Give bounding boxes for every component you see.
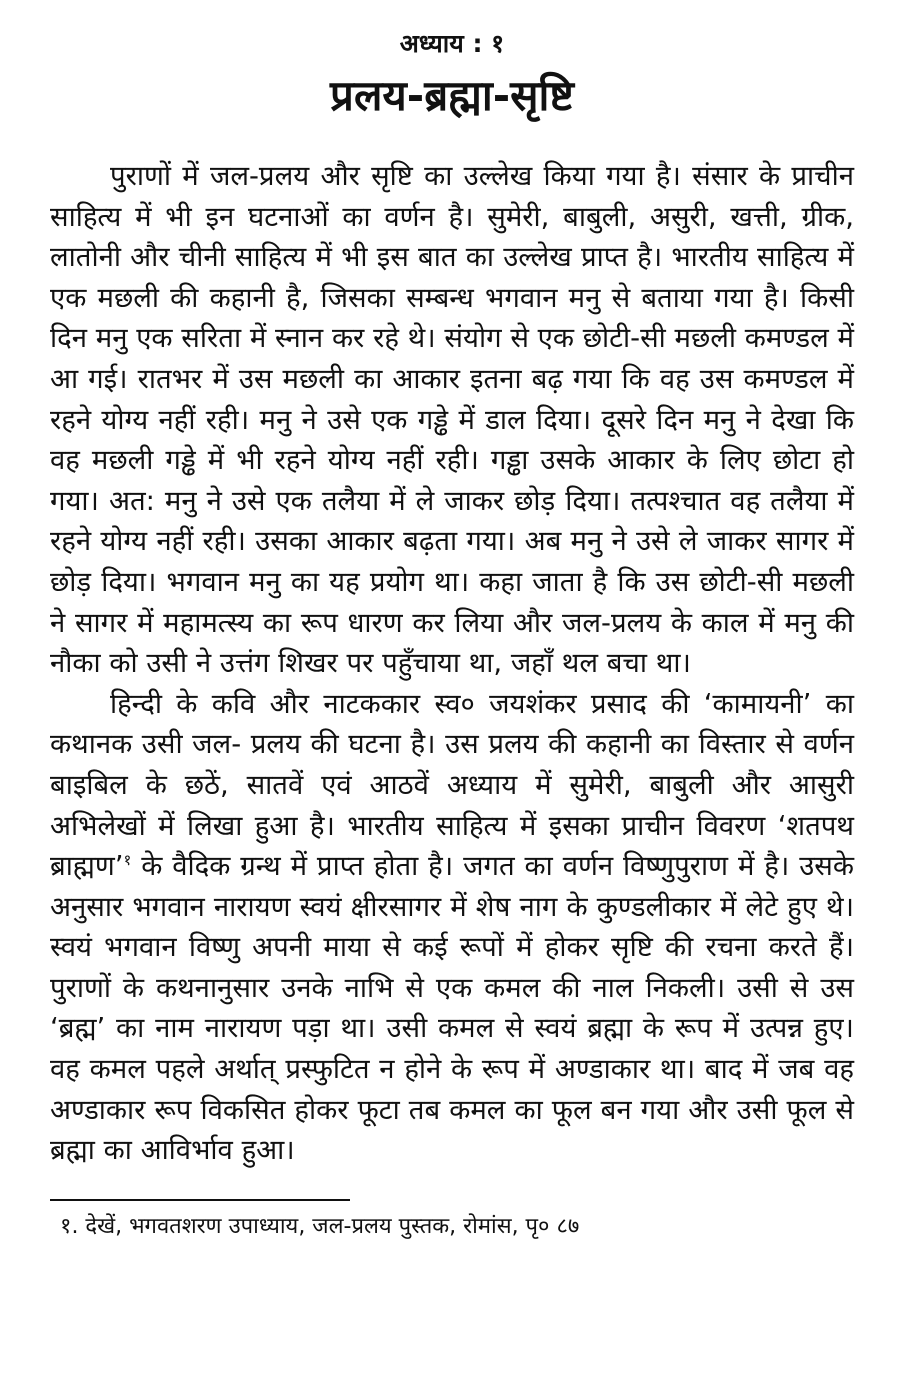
body-paragraph-1: पुराणों में जल-प्रलय और सृष्टि का उल्लेख किया गया है। संसार के प्राचीन साहित्य में भी इन घटनाओं का वर्णन है। सुमेरी, बाबुली, असुरी, खत्ती, ग्रीक, लातोनी और चीनी साहित्य में भी इस बात का उल्लेख प्राप्त है। भारतीय साहित्य में एक मछली की कहानी है, जिसका सम्बन्ध भगवान मनु से बताया गया है। किसी दिन मनु एक सरिता में स्नान कर रहे थे। संयोग से एक छोटी-सी मछली कमण्डल में आ गई। रातभर में उस मछली का आकार इतना बढ़ गया कि वह उस कमण्डल में रहने योग्य नहीं रही। मनु ने उसे एक गड्ढे में डाल दिया। दूसरे दिन मनु ने देखा कि वह मछली गड्ढे में भी रहने योग्य नहीं रही। गड्ढा उसके आकार के लिए छोटा हो गया। अत: मनु ने उसे एक तलैया में ले जाकर छोड़ दिया। तत्पश्चात वह तलैया में रहने योग्य नहीं रही। उसका आकार बढ़ता गया। अब मनु ने उसे ले जाकर सागर में छोड़ दिया। भगवान मनु का यह प्रयोग था। कहा जाता है कि उस छोटी-सी मछली ने सागर में महामत्स्य का रूप धारण कर लिया और जल-प्रलय के काल में मनु की नौका को उसी ने उत्तंग शिखर पर पहुँचाया था, जहाँ थल बचा था। — [50, 160, 854, 680]
footnote-divider — [50, 1199, 350, 1201]
footnote-reference-mark: १ — [123, 850, 132, 869]
chapter-title: प्रलय-ब्रह्मा-सृष्टि — [330, 71, 574, 120]
body-paragraph-2 — [50, 684, 854, 1171]
paragraph-2-text-before: हिन्दी के कवि और नाटककार स्व० जयशंकर प्रसाद की ‘कामायनी’ का कथानक उसी जल- प्रलय की घटना है। उस प्रलय की कहानी का विस्तार से वर्णन बाइबिल के छठें, सातवें एवं आठवें अध्याय में सुमेरी, बाबुली और आसुरी अभिलेखों में लिखा हुआ है। भारतीय साहित्य में इसका प्राचीन विवरण ‘शतपथ ब्राह्मण’ — [50, 687, 854, 883]
chapter-label: अध्याय : १ — [399, 29, 505, 58]
footnote: १. देखें, भगवतशरण उपाध्याय, जल-प्रलय पुस्तक, रोमांस, पृ० ८७ — [60, 1213, 580, 1239]
paragraph-2-text-after: के वैदिक ग्रन्थ में प्राप्त होता है। जगत का वर्णन विष्णुपुराण में है। उसके अनुसार भगवान नारायण स्वयं क्षीरसागर में शेष नाग के कुण्डलीकार में लेटे हुए थे। स्वयं भगवान विष्णु अपनी माया से कई रूपों में होकर सृष्टि की रचना करते हैं। पुराणों के कथनानुसार उनके नाभि से एक कमल की नाल निकली। उसी से उस ‘ब्रह्म’ का नाम नारायण पड़ा था। उसी कमल से स्वयं ब्रह्मा के रूप में उत्पन्न हुए। वह कमल पहले अर्थात् प्रस्फुटित न होने के रूप में अण्डाकार था। बाद में जब वह अण्डाकार रूप विकसित होकर फूटा तब कमल का फूल बन गया और उसी फूल से ब्रह्मा का आविर्भाव हुआ। — [50, 850, 854, 1167]
